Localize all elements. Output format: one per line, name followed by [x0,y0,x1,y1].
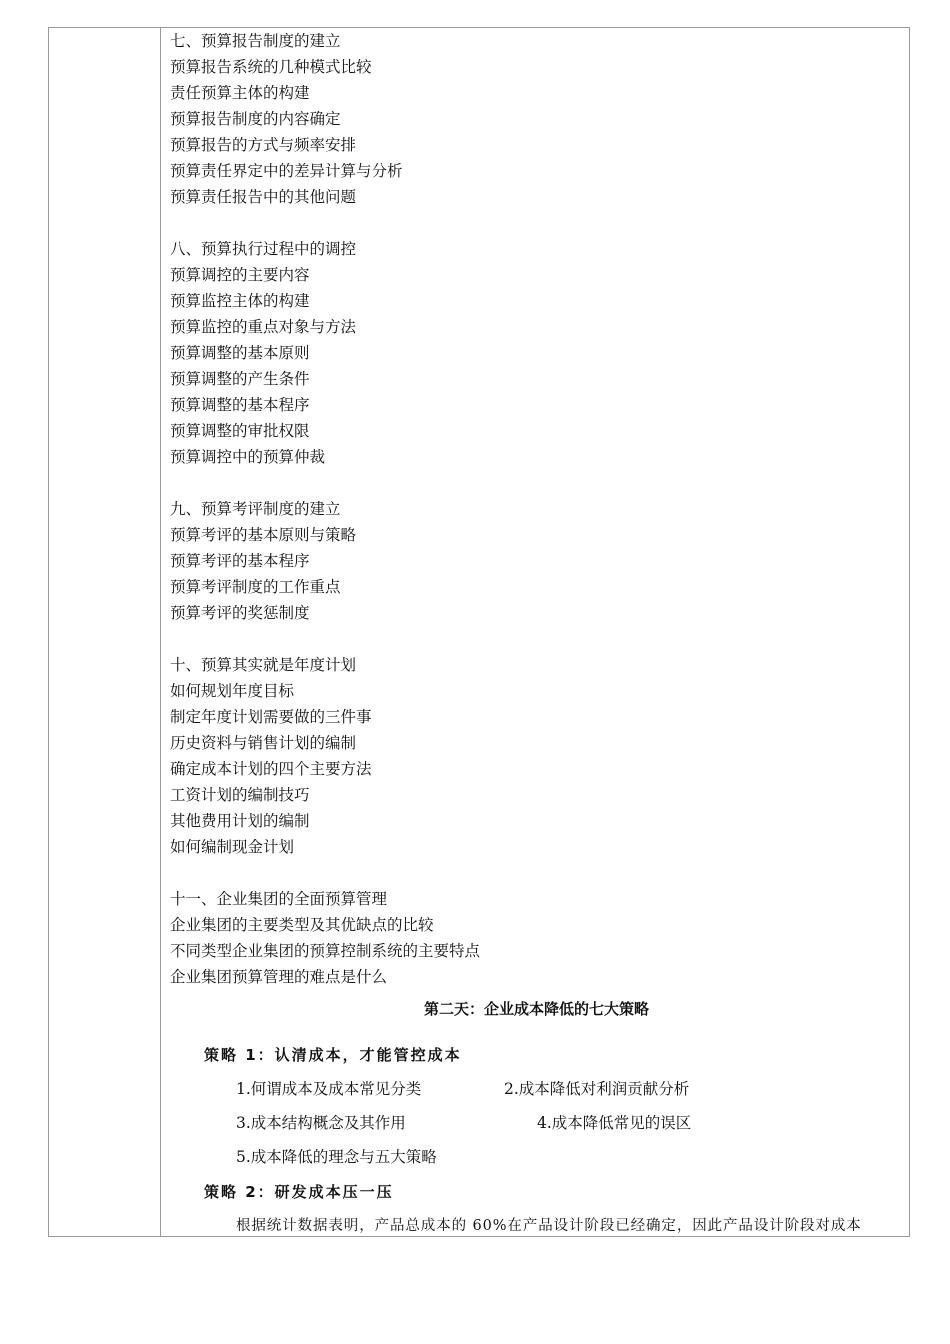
section-eleven [170,886,903,990]
list-item: 预算监控的重点对象与方法 [170,318,357,336]
strategy-1-item: 5.成本降低的理念与五大策略 [236,1148,437,1166]
section-heading: 七、预算报告制度的建立 [170,32,341,50]
list-item: 如何编制现金计划 [170,838,295,856]
section-seven [170,28,903,210]
list-item: 预算调整的基本原则 [170,344,310,362]
list-item: 预算责任报告中的其他问题 [170,188,357,206]
list-item: 预算报告制度的内容确定 [170,110,341,128]
section-heading: 十一、企业集团的全面预算管理 [170,890,388,908]
strategy-1-title: 策略 1：认清成本，才能管控成本 [204,1046,462,1064]
list-item: 预算考评制度的工作重点 [170,578,341,596]
list-item: 确定成本计划的四个主要方法 [170,760,372,778]
list-item: 制定年度计划需要做的三件事 [170,708,372,726]
list-item: 预算调整的基本程序 [170,396,310,414]
list-item: 责任预算主体的构建 [170,84,310,102]
list-item: 不同类型企业集团的预算控制系统的主要特点 [170,942,481,960]
section-heading: 十、预算其实就是年度计划 [170,656,357,674]
list-item: 预算调整的审批权限 [170,422,310,440]
list-item: 预算考评的基本程序 [170,552,310,570]
list-item: 预算调控的主要内容 [170,266,310,284]
list-item: 预算责任界定中的差异计算与分析 [170,162,403,180]
day-two-title: 第二天：企业成本降低的七大策略 [423,1000,649,1018]
strategy-1-item: 3.成本结构概念及其作用 [236,1114,406,1132]
list-item: 如何规划年度目标 [170,682,295,700]
list-item: 预算监控主体的构建 [170,292,310,310]
list-item: 企业集团预算管理的难点是什么 [170,968,388,986]
outline-table [48,27,910,1237]
section-eight [170,236,903,470]
list-item: 预算报告的方式与频率安排 [170,136,357,154]
section-heading: 八、预算执行过程中的调控 [170,240,357,258]
section-ten [170,652,903,860]
section-heading: 九、预算考评制度的建立 [170,500,341,518]
list-item: 预算考评的基本原则与策略 [170,526,357,544]
list-item: 历史资料与销售计划的编制 [170,734,357,752]
strategy-2-title: 策略 2：研发成本压一压 [204,1183,394,1201]
list-item: 预算调整的产生条件 [170,370,310,388]
list-item: 预算考评的奖惩制度 [170,604,310,622]
section-nine [170,496,903,626]
list-item: 工资计划的编制技巧 [170,786,310,804]
list-item: 其他费用计划的编制 [170,812,310,830]
strategy-1-item: 4.成本降低常见的误区 [537,1114,692,1132]
list-item: 企业集团的主要类型及其优缺点的比较 [170,916,434,934]
content-cell [170,28,903,1234]
list-item: 预算报告系统的几种模式比较 [170,58,372,76]
strategy-1-item: 1.何谓成本及成本常见分类 [236,1080,422,1098]
strategy-1-item: 2.成本降低对利润贡献分析 [504,1080,690,1098]
strategy-2-paragraph: 根据统计数据表明，产品总成本的 60%在产品设计阶段已经确定，因此产品设计阶段对成本 [236,1218,862,1234]
list-item: 预算调控中的预算仲裁 [170,448,326,466]
column-divider [160,28,161,1236]
